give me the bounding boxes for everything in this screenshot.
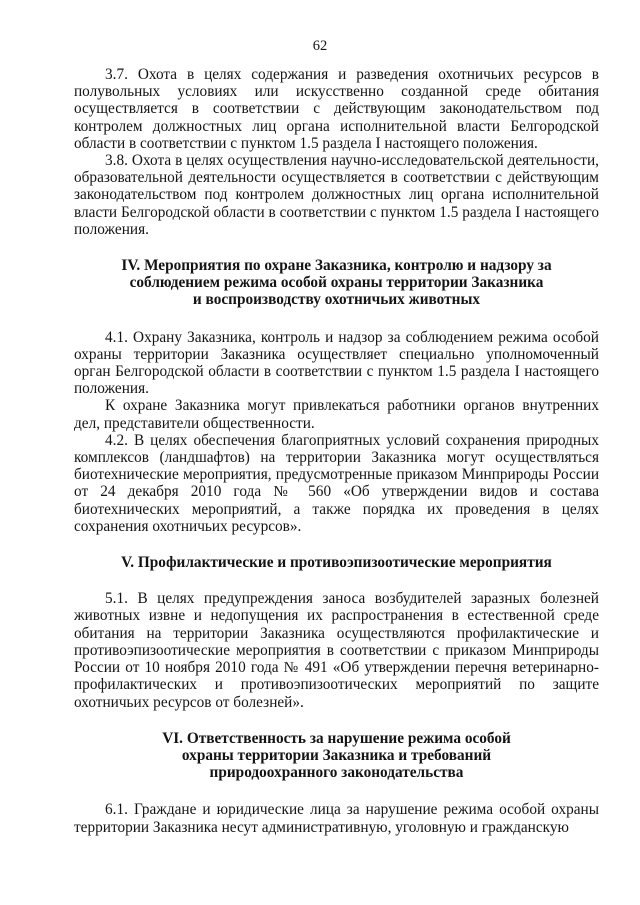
paragraph-4-1-cont: К охране Заказника могут привлекаться работники органов внутренних дел, представители общественности.: [74, 397, 599, 432]
section-4-heading-line: IV. Мероприятия по охране Заказника, контролю и надзору за: [121, 257, 552, 275]
section-6-heading-line: охраны территории Заказника и требований: [181, 746, 492, 764]
section-5-heading: V. Профилактические и противоэпизоотические мероприятия: [121, 554, 552, 572]
page-number: 62: [312, 38, 328, 54]
paragraph-6-1: 6.1. Граждане и юридические лица за нарушение режима особой охраны территории Заказника несут административную, уголовную и гражданскую: [74, 801, 599, 836]
section-4-heading-line: соблюдением режима особой охраны территории Заказника: [129, 274, 544, 292]
paragraph-5-1: 5.1. В целях предупреждения заноса возбудителей заразных болезней животных извне и недопущения их распространения в естественной среде обитания на территории Заказника осуществляются профилактические и противоэпизоотические мероприятия в соответствии с приказом Минприроды России от 10 ноября 2010 года № 491 «Об утверждении перечня ветеринарно-профилактических и противоэпизоотических мероприятий по защите охотничьих ресурсов от болезней».: [74, 590, 599, 711]
section-6-heading-line: природоохранного законодательства: [209, 764, 464, 782]
document-body: [74, 66, 599, 836]
section-4-heading: [74, 257, 599, 309]
paragraph-4-1: 4.1. Охрану Заказника, контроль и надзор за соблюдением режима особой охраны территории Заказника осуществляет специально уполномоченный орган Белгородской области в соответствии с пунктом 1.5 раздела I настоящего положения.: [74, 328, 599, 398]
paragraph-3-7: 3.7. Охота в целях содержания и разведения охотничьих ресурсов в полувольных условиях или искусственно созданной среде обитания осуществляется в соответствии с действующим законодательством под контролем должностных лиц органа исполнительной власти Белгородской области в соответствии с пунктом 1.5 раздела I настоящего положения.: [74, 66, 599, 152]
paragraph-3-8: 3.8. Охота в целях осуществления научно-исследовательской деятельности, образовательной деятельности осуществляется в соответствии с действующим законодательством под контролем должностных лиц органа исполнительной власти Белгородской области в соответствии с пунктом 1.5 раздела I настоящего положения.: [74, 152, 599, 238]
paragraph-4-2: 4.2. В целях обеспечения благоприятных условий сохранения природных комплексов (ландшафтов) на территории Заказника могут осуществляться биотехнические мероприятия, предусмотренные приказом Минприроды России от 24 декабря 2010 года № 560 «Об утверждении видов и состава биотехнических мероприятий, а также порядка их проведения в целях сохранения охотничьих ресурсов».: [74, 431, 599, 535]
section-6-heading: [74, 730, 599, 782]
section-6-heading-line: VI. Ответственность за нарушение режима особой: [162, 729, 511, 747]
section-4-heading-line: и воспроизводству охотничьих животных: [192, 291, 481, 309]
